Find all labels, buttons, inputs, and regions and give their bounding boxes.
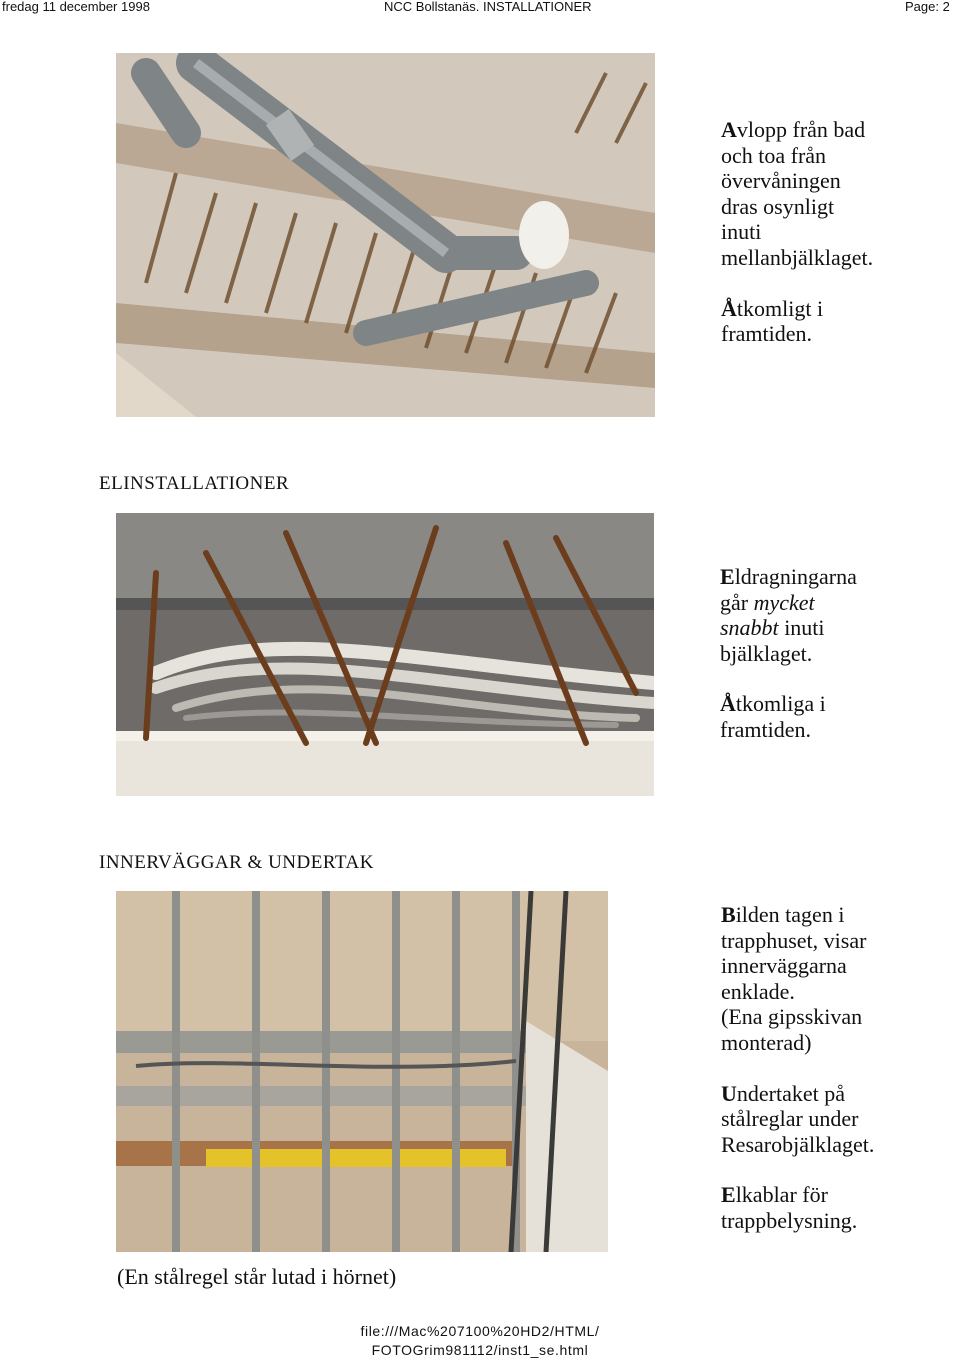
caption-walls-paragraph-2: [721, 1081, 874, 1158]
caption-walls-paragraph-1: [721, 902, 874, 1056]
caption-line: övervåningen: [721, 168, 841, 194]
drop-letter: Å: [720, 691, 736, 717]
caption-line: enklade.: [721, 978, 795, 1004]
caption-line: framtiden.: [721, 321, 813, 347]
caption-walls: [721, 902, 874, 1234]
header-page-number: Page: 2: [905, 0, 950, 14]
photo-interior-walls: [116, 891, 608, 1252]
caption-electrical-paragraph-1: [720, 564, 857, 666]
caption-line: bjälklaget.: [720, 640, 813, 666]
caption-italic: snabbt: [720, 615, 779, 641]
caption-plumbing-paragraph-1: [721, 117, 873, 271]
drop-letter: A: [721, 117, 737, 142]
page-header: [0, 0, 960, 16]
caption-line: lkablar för: [735, 1182, 828, 1208]
drop-letter: E: [720, 564, 735, 589]
electrical-photo-graphic: [116, 513, 654, 796]
caption-electrical-paragraph-2: [720, 691, 857, 742]
footer-url-line-1: file:///Mac%207100%20HD2/HTML/: [360, 1323, 600, 1339]
section-heading-elinstallationer: ELINSTALLATIONER: [99, 473, 290, 494]
caption-line: mellanbjälklaget.: [721, 244, 874, 270]
caption-line: ilden tagen i: [735, 902, 845, 927]
caption-line: ndertaket på: [736, 1080, 845, 1106]
caption-line: stålreglar under: [721, 1106, 859, 1132]
caption-line: går: [720, 589, 754, 615]
caption-line: monterad): [721, 1029, 812, 1055]
page-footer: [0, 1322, 960, 1360]
photo-electrical-cables: [116, 513, 654, 796]
drop-letter: Å: [721, 295, 737, 321]
caption-line: dras osynligt: [721, 193, 835, 219]
photo-plumbing-pipes: [116, 53, 655, 417]
plumbing-photo-graphic: [116, 53, 655, 417]
caption-line: trappbelysning.: [721, 1207, 858, 1233]
caption-line: tkomligt i: [736, 295, 824, 321]
caption-electrical: [720, 564, 857, 743]
photo-note-steel-stud: (En stålregel står lutad i hörnet): [117, 1264, 397, 1289]
caption-line: Resarobjälklaget.: [721, 1131, 875, 1157]
caption-line: inuti: [778, 615, 825, 641]
caption-line: trapphuset, visar: [721, 927, 867, 953]
caption-line: ldragningarna: [734, 564, 857, 589]
caption-line: vlopp från bad: [736, 117, 866, 142]
caption-line: innerväggarna: [721, 953, 847, 979]
caption-plumbing: [721, 117, 873, 347]
header-date: fredag 11 december 1998: [2, 0, 150, 14]
walls-photo-graphic: [116, 891, 608, 1252]
section-heading-innervaggar: INNERVÄGGAR & UNDERTAK: [99, 852, 374, 873]
drop-letter: B: [721, 902, 736, 927]
caption-line: (Ena gipsskivan: [721, 1004, 863, 1030]
caption-italic: mycket: [753, 589, 815, 615]
caption-plumbing-paragraph-2: [721, 296, 873, 347]
drop-letter: U: [721, 1080, 737, 1106]
footer-url-line-2: FOTOGrim981112/inst1_se.html: [371, 1342, 589, 1358]
drop-letter: E: [721, 1182, 736, 1208]
caption-line: framtiden.: [720, 716, 812, 742]
caption-walls-paragraph-3: [721, 1182, 874, 1233]
caption-line: inuti: [721, 219, 762, 245]
caption-line: tkomliga i: [735, 691, 826, 717]
caption-line: och toa från: [721, 142, 827, 168]
header-title: NCC Bollstanäs. INSTALLATIONER: [384, 0, 592, 14]
